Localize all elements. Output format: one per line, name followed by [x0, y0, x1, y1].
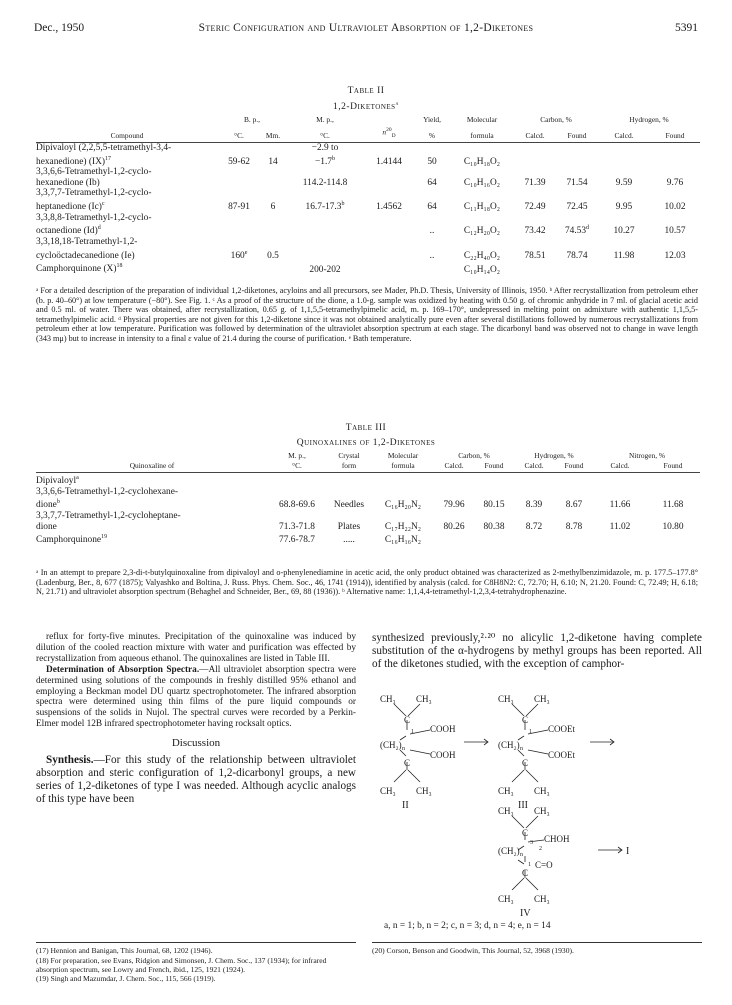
yield-value: 50 [427, 156, 437, 167]
right-footnote-rule [372, 942, 702, 943]
carbon-header: Carbon, % [540, 115, 572, 124]
spacer [218, 213, 260, 224]
hydrogen-found: 8.67 [565, 500, 583, 511]
mp-value [268, 473, 326, 487]
hydrogen-calcd: 8.72 [525, 521, 543, 532]
spacer [514, 511, 554, 522]
spacer [650, 167, 700, 178]
carbon-found: 80.38 [483, 521, 505, 532]
t3-hydrogen-header: Hydrogen, % [534, 451, 574, 460]
crystal-form [326, 473, 372, 487]
c-calcd-header: Calcd. [514, 126, 556, 142]
svg-text:C: C [404, 758, 411, 768]
svg-text:2: 2 [539, 846, 542, 852]
yield-value: 64 [427, 177, 437, 188]
hydrogen-found: 12.03 [664, 250, 686, 261]
spacer [646, 511, 700, 522]
formula-value: C₁₀H₁₄O₂ [463, 264, 501, 275]
yield-value: .. [429, 250, 435, 261]
spacer [554, 511, 594, 522]
svg-text:C: C [522, 758, 529, 768]
table2-row [36, 178, 700, 189]
bp-value: 59-62 [228, 156, 250, 167]
t3-c-found: Found [474, 462, 514, 473]
crystal-form: Plates [337, 521, 361, 532]
nitrogen-calcd [594, 532, 646, 546]
table3-row-line1 [36, 511, 700, 522]
svg-text:C: C [522, 828, 529, 838]
spacer [372, 511, 434, 522]
svg-text:COOH: COOH [430, 750, 456, 760]
bp-value [218, 261, 260, 275]
mp-value-line1 [286, 237, 364, 248]
spacer [650, 188, 700, 199]
spacer [364, 167, 414, 178]
mf-header: Molecular [466, 115, 498, 124]
hydrogen-calcd: 9.59 [615, 177, 633, 188]
n-legend: a, n = 1; b, n = 2; c, n = 3; d, n = 4; e, n = 14 [384, 921, 551, 930]
carbon-calcd [434, 532, 474, 546]
spacer [364, 142, 414, 153]
table2-row [36, 261, 700, 275]
nd-value [364, 223, 414, 237]
quinoxaline-name-line1: 3,3,6,6-Tetramethyl-1,2-cyclohexane- [36, 486, 178, 497]
spacer [514, 167, 556, 178]
carbon-calcd [514, 154, 556, 168]
spacer [326, 487, 372, 498]
spacer [554, 487, 594, 498]
label-i: I [626, 846, 630, 857]
spacer [598, 142, 650, 153]
mp-unit-header: °C. [286, 126, 364, 142]
spacer [268, 487, 326, 498]
header-title: Steric Configuration and Ultraviolet Absorption of 1,2-Diketones [198, 22, 534, 34]
compound-name: Camphorquinone $(X)^{18}$ [36, 263, 123, 275]
spacer [594, 487, 646, 498]
svg-text:(CH₂): (CH₂) [498, 846, 520, 856]
t3-n-calcd: Calcd. [594, 462, 646, 473]
carbon-found: 78.74 [566, 250, 588, 261]
carbon-calcd [434, 473, 474, 487]
svg-text:CH₃: CH₃ [534, 694, 550, 704]
reference-19: (19) Singh and Mazumdar, J. Chem. Soc., 115, 566 (1919). [36, 974, 216, 983]
spacer [598, 237, 650, 248]
crystal-form: ..... [343, 535, 355, 546]
spacer [414, 237, 450, 248]
table2-subcaption: 1,2-Diketones$^a$ [333, 101, 399, 113]
mp-value: 200-202 [309, 264, 341, 275]
mm-value: 6 [270, 202, 276, 213]
formula-value: C₂₂H₄₀O₂ [463, 250, 501, 261]
mp-value: 71.3-71.8 [279, 521, 315, 532]
hydrogen-found [554, 473, 594, 487]
spacer [218, 188, 260, 199]
svg-text:COOEt: COOEt [548, 724, 575, 734]
spacer [434, 487, 474, 498]
left-footnote-rule [36, 942, 356, 943]
compound-name-line1: 3,3,18,18-Tetramethyl-1,2- [36, 237, 138, 248]
spacer [260, 167, 286, 178]
hydrogen-calcd [514, 532, 554, 546]
page-number: 5391 [675, 22, 698, 34]
table2-row [36, 248, 700, 262]
table2-row-line1 [36, 213, 700, 224]
left-column [36, 632, 356, 806]
mp-value-line1 [286, 167, 364, 178]
mm-value: 14 [268, 156, 278, 167]
table3-row-line1 [36, 487, 700, 498]
hydrogen-found: 10.02 [664, 202, 686, 213]
svg-text:n: n [402, 746, 405, 752]
mm-value [260, 178, 286, 189]
spacer [474, 511, 514, 522]
label-iii: III [518, 800, 528, 811]
nitrogen-found [646, 473, 700, 487]
svg-text:COOEt: COOEt [548, 750, 575, 760]
nitrogen-found [646, 532, 700, 546]
spacer [326, 511, 372, 522]
svg-text:CH₃: CH₃ [534, 806, 550, 816]
svg-text:CH₃: CH₃ [380, 694, 396, 704]
hydrogen-found: 8.78 [565, 521, 583, 532]
svg-text:n: n [520, 852, 523, 858]
svg-text:CH₃: CH₃ [416, 694, 432, 704]
yield-value [414, 261, 450, 275]
mm-value [260, 261, 286, 275]
spacer [650, 142, 700, 153]
spacer [218, 167, 260, 178]
svg-text:1: 1 [528, 862, 531, 868]
spacer [450, 237, 514, 248]
compound-name-line1: 3,3,7,7-Tetramethyl-1,2-cyclo- [36, 188, 152, 199]
mf2-header: formula [450, 126, 514, 142]
paragraph-reflux: reflux for forty-five minutes. Precipitation of the quinoxaline was induced by dilution of the cooled reaction mixture with water and purification was effected by recrystallization from aqueous ethanol. The quinoxalines are listed in Table III. [36, 632, 356, 664]
table2-row-line1 [36, 237, 700, 248]
spacer [268, 511, 326, 522]
compound-name: hexanedione) (IX)$^{17}$ [36, 155, 111, 167]
carbon-calcd: 78.51 [524, 250, 546, 261]
table2-row [36, 199, 700, 213]
compound-name-line1: 3,3,8,8-Tetramethyl-1,2-cyclo- [36, 212, 152, 223]
h-calcd-header: Calcd. [598, 126, 650, 142]
right-references [372, 946, 702, 956]
spacer [556, 237, 598, 248]
t3-form-header: Crystal [338, 451, 360, 460]
svg-text:CH₃: CH₃ [534, 894, 550, 904]
spacer [260, 213, 286, 224]
table3-row [36, 522, 700, 533]
svg-text:(CH₂): (CH₂) [380, 740, 402, 750]
spacer [474, 487, 514, 498]
spacer [260, 188, 286, 199]
carbon-calcd: 71.39 [524, 177, 546, 188]
mm-value [260, 223, 286, 237]
hydrogen-calcd [598, 261, 650, 275]
nitrogen-calcd [594, 473, 646, 487]
formula-value: C₁₀H₁₈O₂ [463, 156, 501, 167]
table3-footnote: ᵃ In an attempt to prepare 2,3-di-t-butylquinoxaline from dipivaloyl and o-phenylenediamine in acetic acid, the only product obtained was characterized as 2-methylbenzimidazole, m. p. 177.5–177.8° (Ladenburg, Ber., 8, 677 (1875); Valyashko and Boltina, J. Russ. Phys. Chem. Soc., 46, 1741 (1914)), identified by analysis (calcd. for C8H8N2: C, 72.70; H, 6.10; N, 21.20. Found: C, 72.49; H, 6.18; N, 21.71) and ultraviolet absorption spectrum (Behaghel and Schneider, Ber., 69, 88 (1936)). ᵇ Alternative name: 1,1,4,4-tetramethyl-1,2,3,4-tetrahydrophenazine. [36, 568, 698, 597]
compound-header: Compound [36, 126, 218, 142]
mp-value [286, 223, 364, 237]
spacer [414, 213, 450, 224]
svg-text:CH₃: CH₃ [416, 786, 432, 796]
spacer [556, 167, 598, 178]
compound-name: heptanedione $(Ic)^c$ [36, 201, 105, 213]
mp-value: 114.2-114.8 [302, 177, 348, 188]
svg-text:C: C [522, 715, 529, 725]
svg-text:3: 3 [530, 840, 533, 846]
spacer [598, 167, 650, 178]
quinoxaline-name: dione [36, 521, 57, 532]
spacer [372, 487, 434, 498]
svg-text:CH₃: CH₃ [534, 786, 550, 796]
formula-value: C₁₆H₁₆N₂ [384, 535, 422, 546]
spacer [450, 213, 514, 224]
spacer [450, 142, 514, 153]
spacer [556, 213, 598, 224]
running-header [34, 22, 698, 40]
spacer [414, 167, 450, 178]
table2-row-line1 [36, 142, 700, 153]
spacer [514, 487, 554, 498]
spacer [260, 142, 286, 153]
svg-text:CH₃: CH₃ [498, 806, 514, 816]
spacer [556, 188, 598, 199]
quinoxaline-name: Camphorquinone$^{19}$ [36, 534, 108, 546]
table2-row-line1 [36, 167, 700, 178]
label-iv: IV [520, 908, 531, 919]
bp-value: 160e [230, 249, 248, 261]
mp-value: 77.6-78.7 [279, 535, 315, 546]
carbon-found: 72.45 [566, 202, 588, 213]
quinoxaline-name: dione$^b$ [36, 499, 60, 511]
carbon-found: 71.54 [566, 177, 588, 188]
hydrogen-found [554, 532, 594, 546]
table3-row [36, 532, 700, 546]
hydrogen-found: 9.76 [666, 177, 684, 188]
mp-header: M. p., [316, 115, 334, 124]
svg-text:COOH: COOH [430, 724, 456, 734]
label-ii: II [402, 800, 409, 811]
spacer [514, 237, 556, 248]
svg-text:C: C [522, 868, 529, 878]
quinoxaline-name: Dipivaloyl$^a$ [36, 475, 79, 487]
t3-compound-header: Quinoxaline of [36, 462, 268, 473]
hydrogen-calcd [514, 473, 554, 487]
reference-18: (18) For preparation, see Evans, Ridgion and Simonsen, J. Chem. Soc., 137 (1934); for infrared absorption spectrum, see Lowry and French, ibid., 125, 1921 (1924). [36, 955, 327, 974]
svg-text:C: C [404, 715, 411, 725]
paragraph-spectra: Determination of Absorption Spectra.—All ultraviolet absorption spectra were determined using solutions of the compounds in freshly distilled 95% ethanol and employing a Beckman model DU quartz spectrophotometer. The infrared absorption spectra were determined using thin films of the pure liquid compounds or suspensions of the solids in Nujol. The spectral curves were recorded by a Perkin-Elmer model 12B infrared spectrophotometer having rocksalt optics. [36, 664, 356, 730]
carbon-found [474, 473, 514, 487]
spacer [594, 511, 646, 522]
spacer [218, 142, 260, 153]
svg-text:CH₃: CH₃ [498, 786, 514, 796]
nitrogen-calcd: 11.66 [609, 500, 631, 511]
carbon-found: 74.53$^d$ [564, 225, 590, 237]
h-found-header: Found [650, 126, 700, 142]
spacer [414, 188, 450, 199]
nitrogen-calcd: 11.02 [609, 521, 631, 532]
spacer [364, 213, 414, 224]
hydrogen-found: 10.57 [664, 226, 686, 237]
table3-caption: Table III [345, 423, 387, 433]
table2-caption: Table II [347, 86, 385, 96]
compound-name-line1: Dipivaloyl (2,2,5,5-tetramethyl-3,4- [36, 142, 172, 153]
svg-text:1: 1 [529, 729, 532, 735]
formula-value: C₁₆H₂₀N₂ [384, 500, 422, 511]
spacer [646, 487, 700, 498]
formula-value [372, 473, 434, 487]
carbon-calcd: 73.42 [524, 226, 546, 237]
spacer [556, 142, 598, 153]
carbon-calcd: 72.49 [524, 202, 546, 213]
c-found-header: Found [556, 126, 598, 142]
carbon-found [556, 154, 598, 168]
quinoxaline-name-line1: 3,3,7,7-Tetramethyl-1,2-cycloheptane- [36, 511, 181, 522]
table3-row [36, 497, 700, 511]
nitrogen-found: 11.68 [662, 500, 684, 511]
t3-mf-header: Molecular [387, 451, 419, 460]
mp-value: −1.7$^b$ [314, 155, 335, 167]
spacer [260, 237, 286, 248]
paragraph-synthesis: Synthesis.—For this study of the relationship between ultraviolet absorption and steric configuration of 1,2-dicarbonyl groups, a new series of 1,2-diketones of type I was needed. Although acyclic analogs of this type have been [36, 754, 356, 806]
svg-text:n: n [520, 746, 523, 752]
t3-mp-header: M. p., [288, 451, 306, 460]
t3-h-found: Found [554, 462, 594, 473]
bp-value [218, 223, 260, 237]
nitrogen-found: 10.80 [662, 521, 684, 532]
t3-c-calcd: Calcd. [434, 462, 474, 473]
svg-text:CHOH: CHOH [544, 834, 570, 844]
carbon-calcd: 79.96 [443, 500, 465, 511]
spacer [434, 511, 474, 522]
t3-carbon-header: Carbon, % [458, 451, 490, 460]
spacer [364, 188, 414, 199]
svg-text:CH₃: CH₃ [498, 694, 514, 704]
mp-value: 68.8-69.6 [279, 500, 315, 511]
carbon-found: 80.15 [483, 500, 505, 511]
mp-value: 16.7-17.3$^b$ [305, 201, 345, 213]
yield-value: .. [429, 226, 435, 237]
discussion-heading: Discussion [171, 737, 221, 750]
nd-value [364, 261, 414, 275]
compound-name: hexanedione (Ib) [36, 177, 100, 188]
spacer [218, 237, 260, 248]
t3-h-calcd: Calcd. [514, 462, 554, 473]
nd-value: 1.4562 [376, 202, 402, 213]
hydrogen-calcd [598, 154, 650, 168]
table3-row [36, 473, 700, 487]
nd-header: $n^{20}_D$ [364, 126, 414, 142]
table3-subcaption: Quinoxalines of 1,2-Diketones [296, 438, 436, 448]
nd-value: 1.4144 [376, 156, 402, 167]
spacer [650, 237, 700, 248]
spacer [364, 237, 414, 248]
svg-text:1: 1 [411, 729, 414, 735]
table2-row [36, 223, 700, 237]
mp-value-line1 [286, 188, 364, 199]
formula-value: C₁₀H₁₆O₂ [463, 177, 501, 188]
mp-value [286, 248, 364, 262]
spacer [514, 142, 556, 153]
spacer [598, 213, 650, 224]
carbon-calcd: 80.26 [443, 521, 465, 532]
table3 [36, 452, 700, 546]
compound-name: octanedione $(Id)^d$ [36, 225, 101, 237]
left-references [36, 946, 356, 984]
mp-value-line1: −2.9 to [311, 142, 339, 153]
nd-value [364, 178, 414, 189]
formula-value: C₁₇H₂₂N₂ [384, 521, 422, 532]
table2-footnote: ᵃ For a detailed description of the preparation of individual 1,2-diketones, acyloins and all precursors, see Mader, Ph.D. Thesis, University of Illinois, 1950. ᵇ After recrystallization from petroleum ether (b. p. 40–60°) at low temperature (−80°). See Fig. 1. ᶜ As a proof of the structure of the dione, a 1.0-g. sample was oxidized by heating with 0.50 g. of chromic anhydride in 7 ml. of glacial acetic acid and 0.5 ml. of water. There was obtained, after recrystallization, 0.65 g. of 1,1,5,5-tetramethylpimelic acid, m. p. 169–170°, undepressed in melting point on admixture with authentic 1,1,5,5-tetramethylpimelic acid. ᵈ Physical properties are not given for this 1,2-diketone since it was not obtained analytically pure even after several distillations followed by numerous recrystallizations from petroleum ether at low temperature. Purification was followed by determination of the ultraviolet absorption spectrum at each stage. The dicarbonyl band was observed not to change in wave length (343 mμ) but to increase in intensity to a final ε value of 21.4 during the course of purification. ᵉ Bath temperature. [36, 286, 698, 343]
svg-text:CH₃: CH₃ [380, 786, 396, 796]
formula-value: C₁₂H₂₀O₂ [463, 226, 501, 237]
table2-row-line1 [36, 188, 700, 199]
t3-form2-header: form [326, 462, 372, 473]
carbon-found [474, 532, 514, 546]
bp-unit-header: °C. [218, 126, 260, 142]
spacer [598, 188, 650, 199]
bp-value [218, 178, 260, 189]
svg-text:C=O: C=O [535, 860, 553, 870]
t3-nitrogen-header: Nitrogen, % [628, 451, 666, 460]
hydrogen-found [650, 261, 700, 275]
table2-row [36, 154, 700, 168]
spacer [514, 213, 556, 224]
spacer [450, 188, 514, 199]
bp-header: B. p., [243, 115, 260, 124]
compound-name-line1: 3,3,6,6-Tetramethyl-1,2-cyclo- [36, 167, 152, 178]
mm-value: 0.5 [267, 250, 279, 261]
spacer [414, 142, 450, 153]
nd-value [364, 248, 414, 262]
mp-value-line1 [286, 213, 364, 224]
spacer [450, 167, 514, 178]
crystal-form: Needles [333, 500, 365, 511]
spacer [514, 188, 556, 199]
t3-mf2-header: formula [372, 462, 434, 473]
bp-value: 87-91 [228, 202, 250, 213]
header-date: Dec., 1950 [34, 22, 85, 34]
formula-value: C₁₁H₁₈O₂ [463, 202, 501, 213]
carbon-found [556, 261, 598, 275]
svg-text:CH₃: CH₃ [498, 894, 514, 904]
right-column [372, 632, 702, 671]
paragraph-synth-cont: synthesized previously,²·²⁰ no alicylic 1,2-diketone having complete substitution of the α-hydrogens by methyl groups has been reported. All of the diketones studied, with the exception of camphor- [372, 632, 702, 671]
hydrogen-calcd: 9.95 [615, 202, 633, 213]
t3-n-found: Found [646, 462, 700, 473]
svg-text:(CH₂): (CH₂) [498, 740, 520, 750]
yield-unit-header: % [414, 126, 450, 142]
hydrogen-found [650, 154, 700, 168]
hydrogen-calcd: 11.98 [613, 250, 635, 261]
table2 [36, 116, 700, 275]
compound-name: cycloöctadecanedione (Ie) [36, 250, 135, 261]
hydrogen-header: Hydrogen, % [629, 115, 669, 124]
t3-mp-unit-header: °C. [268, 462, 326, 473]
hydrogen-calcd: 8.39 [525, 500, 543, 511]
reference-20: (20) Corson, Benson and Goodwin, This Journal, 52, 3968 (1930). [372, 946, 574, 955]
yield-value: 64 [427, 202, 437, 213]
yield-header: Yield, [423, 115, 441, 124]
hydrogen-calcd: 10.27 [613, 226, 635, 237]
structures-figure [372, 690, 702, 930]
carbon-calcd [514, 261, 556, 275]
mm-header: Mm. [260, 126, 286, 142]
spacer [650, 213, 700, 224]
reference-17: (17) Hennion and Banigan, This Journal, 68, 1202 (1946). [36, 946, 213, 955]
